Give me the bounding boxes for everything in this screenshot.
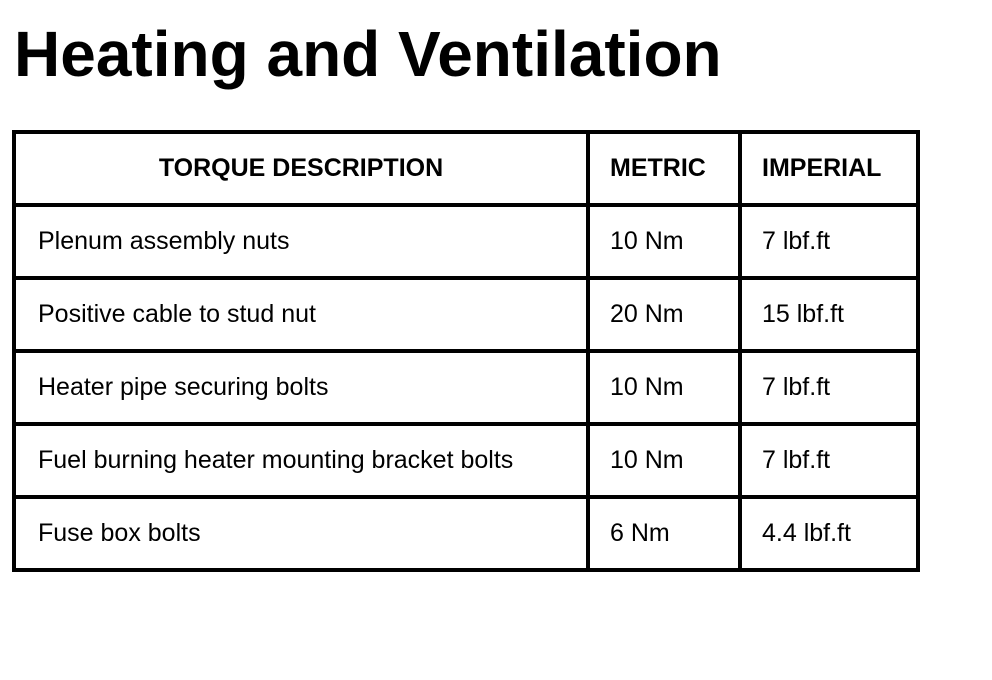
page-title: Heating and Ventilation xyxy=(14,18,722,90)
row-description: Plenum assembly nuts xyxy=(14,205,588,278)
row-metric: 20 Nm xyxy=(588,278,740,351)
table-row xyxy=(14,351,918,424)
row-description: Positive cable to stud nut xyxy=(14,278,588,351)
header-torque-description: TORQUE DESCRIPTION xyxy=(14,132,588,205)
table-row xyxy=(14,205,918,278)
row-imperial: 7 lbf.ft xyxy=(740,424,918,497)
row-imperial: 15 lbf.ft xyxy=(740,278,918,351)
row-description: Fuse box bolts xyxy=(14,497,588,570)
row-description: Heater pipe securing bolts xyxy=(14,351,588,424)
row-description: Fuel burning heater mounting bracket bolts xyxy=(14,424,588,497)
row-metric: 6 Nm xyxy=(588,497,740,570)
table-row xyxy=(14,278,918,351)
row-metric: 10 Nm xyxy=(588,205,740,278)
torque-table xyxy=(12,130,920,572)
row-metric: 10 Nm xyxy=(588,351,740,424)
table-row xyxy=(14,497,918,570)
table-row xyxy=(14,424,918,497)
row-imperial: 7 lbf.ft xyxy=(740,351,918,424)
header-imperial: IMPERIAL xyxy=(740,132,918,205)
header-metric: METRIC xyxy=(588,132,740,205)
row-imperial: 7 lbf.ft xyxy=(740,205,918,278)
row-imperial: 4.4 lbf.ft xyxy=(740,497,918,570)
row-metric: 10 Nm xyxy=(588,424,740,497)
table-header-row xyxy=(14,132,918,205)
